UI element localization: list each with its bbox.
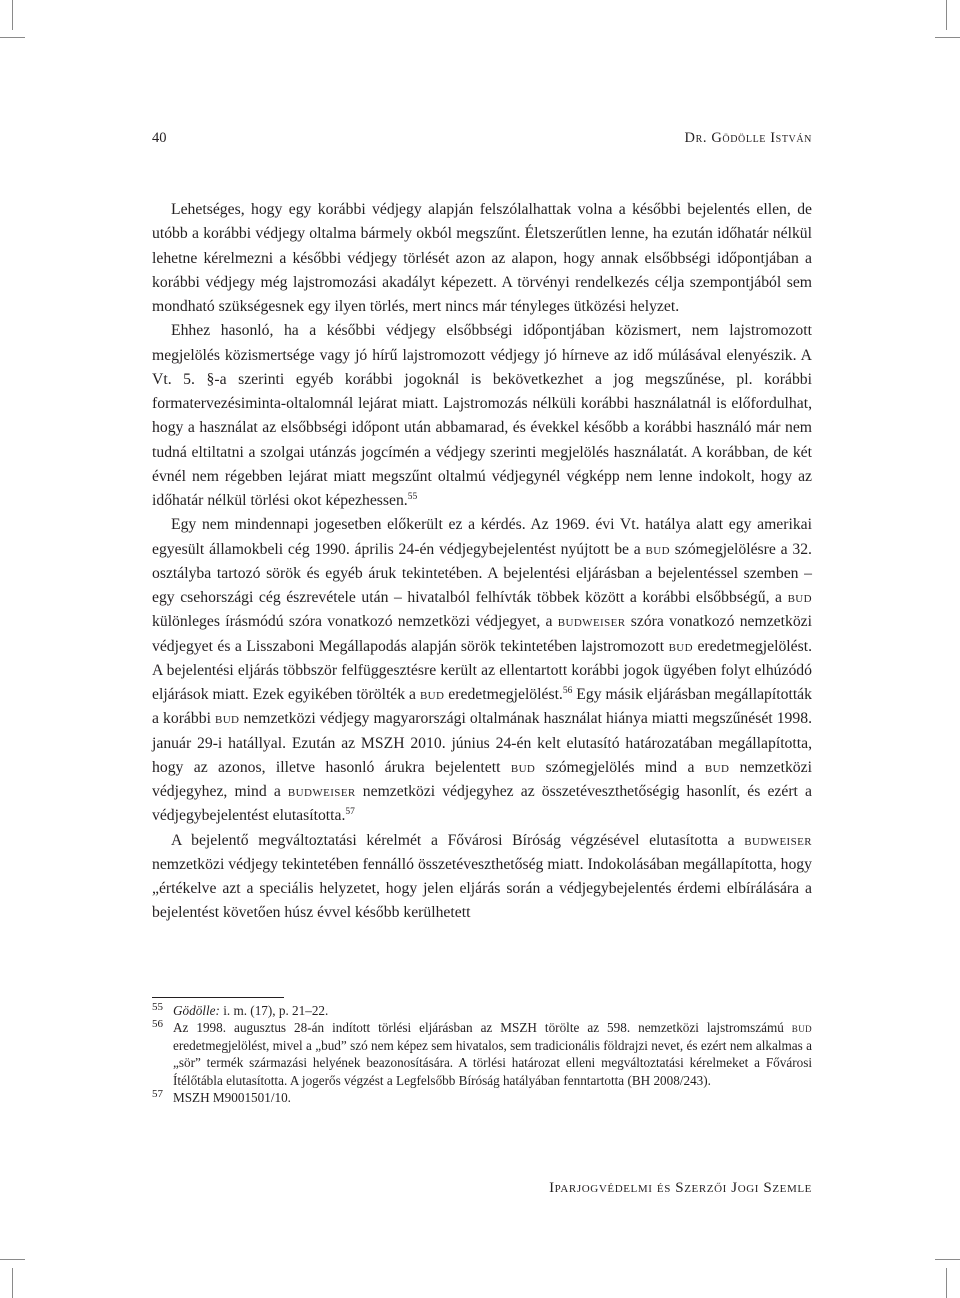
crop-mark (946, 1268, 947, 1298)
paragraph: Egy nem mindennapi jogesetben előkerült ez a kérdés. Az 1969. évi Vt. hatálya alatt egy amerikai egyesült államokbeli cég 1990. április 24-én védjegybejelentést nyújtott be a bud szómegjelölésre a 32. osztályba tartozó sörök és egyéb áruk tekintetében. A bejelentési eljárásban a bejelentéssel szemben – egy csehországi cég észrevétele után – hivatalból felhívták többek között a korábbi elsőbbségű, a bud különleges írásmódú szóra vonatkozó nemzetközi védjegyet, a budweiser szóra vonatkozó nemzetközi védjegyet és a Lisszaboni Megállapodás alapján sörök tekintetében lajstromozott bud eredetmegjelölést. A bejelentési eljárás többször felfüggesztésre került az ellentartott korábbi jogok ügyében folyt elhúzódó eljárások miatt. Ezek egyikében törölték a bud eredetmegjelölést.$^{56}$ Egy másik eljárásban megállapították a korábbi bud nemzetközi védjegy magyarországi oltalmának használat hiánya miatti megszűnését 1998. január 29-i hatállyal. Ezután az MSZH 2010. június 24-én kelt elutasító határozatában megállapította, hogy az azonos, illetve hasonló árukra bejelentett bud szómegjelölés mind a bud nemzetközi védjegyhez, mind a budweiser nemzetközi védjegyhez az összetéveszthetőségig hasonlít, és ezért a védjegybejelentést elutasította.$^{57}$ (152, 516, 813, 825)
footnote-ref[interactable]: 56 (562, 686, 573, 696)
footnote-number: 55 (152, 1001, 163, 1013)
paragraph: A bejelentő megváltoztatási kérelmét a Fővárosi Bíróság végzésével elutasította a budweiser nemzetközi védjegy tekintetében fennálló összetéveszthetőség miatt. Indokolásában megállapította, hogy „értékelve azt a speciális helyzetet, hogy jelen eljárás során a védjegybejelentés érdemi elbírálására a bejelentést követően húsz évvel később kerülhetett (152, 831, 812, 922)
crop-mark (935, 1259, 960, 1260)
trademark-term: bud (419, 686, 445, 703)
crop-mark (0, 37, 25, 38)
crop-mark (12, 1268, 13, 1298)
page-number: 40 (152, 130, 167, 146)
trademark-term: bud (704, 758, 730, 776)
running-footer-journal: Iparjogvédelmi és Szerzői Jogi Szemle (549, 1180, 812, 1196)
trademark-term: bud (645, 540, 670, 558)
trademark-term: bud (214, 710, 240, 728)
trademark-term: budweiser (287, 783, 356, 800)
footnote-number: 56 (152, 1018, 163, 1031)
paragraph: Lehetséges, hogy egy korábbi védjegy alapján felszólalhattak volna a későbbi bejelentés ellen, de utóbb a korábbi védjegy oltalma bármely okból megszűnt. Életszerűtlen lenne, ha ezután időhatár nélkül lehetne kérelmezni a későbbi védjegy törlését azon az alapon, hogy annak elsőbbségi időpontjában a korábbi védjegy még lajstromozási akadályt képezett. A törvényi rendelkezés célja szempontjából sem mondható szükségesnek egy ilyen törlés, mert nincs már tényleges ütközési helyzet. (152, 201, 812, 315)
crop-mark (12, 0, 13, 30)
body-text (152, 198, 812, 926)
crop-mark (0, 1259, 25, 1260)
running-head-author: Dr. Gödölle István (684, 130, 812, 146)
footnote-ref[interactable]: 57 (345, 807, 355, 818)
footnotes (152, 1002, 812, 1106)
footnote-57: 57 MSZH M9001501/10. (152, 1088, 291, 1106)
trademark-term: bud (791, 1020, 812, 1036)
crop-mark (935, 37, 960, 38)
footnote-number: 57 (152, 1088, 163, 1101)
crop-mark (946, 0, 947, 30)
trademark-term: budweiser (557, 613, 626, 631)
paragraph: Ehhez hasonló, ha a későbbi védjegy elsőbbségi időpontjában közismert, nem lajstromozott megjelölés közismertsége vagy jó hírű lajstromozott védjegy jó hírneve az idő múlásával elenyészik. A Vt. 5. §-a szerinti egyéb korábbi jogoknál is bekövetkezhet a jog megszűnése, pl. korábbi formatervezésiminta-oltalomnál lejárat miatt. Lajstromozás nélküli korábbi használatnál is előfordulhat, hogy a használat az elsőbbségi időpont után abbamarad, és évekkel később a korábbi használó már nem tudná eltiltatni a szolgai utánzás jogcímén a védjegy szerinti megjelölés használatát. A korábban, de két évnél nem régebben lejárat miatt megszűnt oltalmú védjegynél végképp nem lenne indokolt, hogy az időhatár nélkül törlési okot képezhessen.$^{55}$ (152, 322, 812, 509)
trademark-term: bud (510, 758, 536, 776)
trademark-term: budweiser (744, 831, 812, 849)
trademark-term: bud (668, 637, 693, 655)
footnote-rule (152, 997, 284, 998)
trademark-term: bud (787, 589, 812, 606)
footnote-56: 56 Az 1998. augusztus 28-án indított törlési eljárásban az MSZH törölte az 598. nemzetközi lajstromszámú bud eredetmegjelölést, mivel a „bud” szó nem képez sem hivatalos, sem tradicionális földrajzi nevet, és ezért nem alkalmas a „sör” termék származási helyének beazonosítására. A törlési határozat elleni megváltoztatási kérelmeket a Fővárosi Ítélőtábla elutasította. A jogerős végzést a Legfelsőbb Bíróság hatályában fenntartotta (BH 2008/243). (152, 1018, 812, 1088)
footnote-55: 55 Gödölle: i. m. (17), p. 21–22. (152, 1001, 329, 1018)
running-header (152, 130, 812, 154)
footnote-ref[interactable]: 55 (407, 492, 418, 502)
